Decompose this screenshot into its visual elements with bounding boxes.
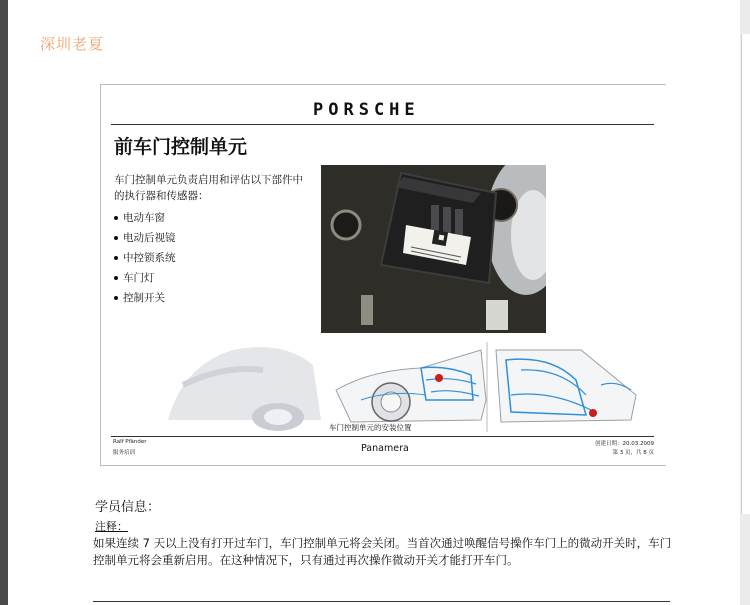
- component-list: [114, 208, 176, 308]
- footer-date: 创建日期：20.03.2009: [595, 441, 654, 447]
- door-wiring-diagram: [331, 340, 646, 435]
- bullet-icon: [114, 236, 118, 240]
- list-item: 中控锁系统: [114, 248, 176, 268]
- footer-rule: [111, 436, 654, 437]
- bullet-icon: [114, 296, 118, 300]
- footer-author: Ralf Pfänder: [113, 439, 147, 445]
- right-scroll-gutter[interactable]: [740, 0, 750, 605]
- note-label: 注释：: [95, 520, 128, 533]
- student-info-heading: 学员信息：: [95, 500, 161, 515]
- control-unit-photo: [321, 165, 546, 333]
- footer-department: 服务培训: [113, 450, 136, 456]
- diagram-caption: 车门控制单元的安装位置: [329, 423, 412, 432]
- left-window-edge: [0, 0, 8, 605]
- intro-text: 车门控制单元负责启用和评估以下部件中的执行器和传感器：: [114, 174, 303, 202]
- slide-image: [100, 84, 666, 466]
- list-item: 电动后视镜: [114, 228, 176, 248]
- bullet-icon: [114, 276, 118, 280]
- watermark-text: 深圳老夏: [40, 35, 105, 53]
- brand-logo: PORSCHE: [313, 100, 420, 120]
- list-item: 控制开关: [114, 288, 176, 308]
- slide-title: 前车门控制单元: [114, 136, 248, 158]
- footer-page-number: 第 3 页，共 8 页: [612, 450, 654, 456]
- bullet-icon: [114, 256, 118, 260]
- note-body: 如果连续 7 天以上没有打开过车门，车门控制单元将会关闭。当首次通过唤醒信号操作车门上的微动开关时，车门控制单元将会重新启用。在这种情况下，只有通过再次操作微动开关才能打开车门。: [93, 536, 672, 567]
- background-car-illustration: [163, 325, 323, 435]
- notes-rule: [93, 601, 670, 602]
- footer-model: Panamera: [361, 443, 409, 454]
- list-item: 电动车窗: [114, 208, 176, 228]
- list-item: 车门灯: [114, 268, 176, 288]
- bullet-icon: [114, 216, 118, 220]
- header-rule: [111, 124, 654, 125]
